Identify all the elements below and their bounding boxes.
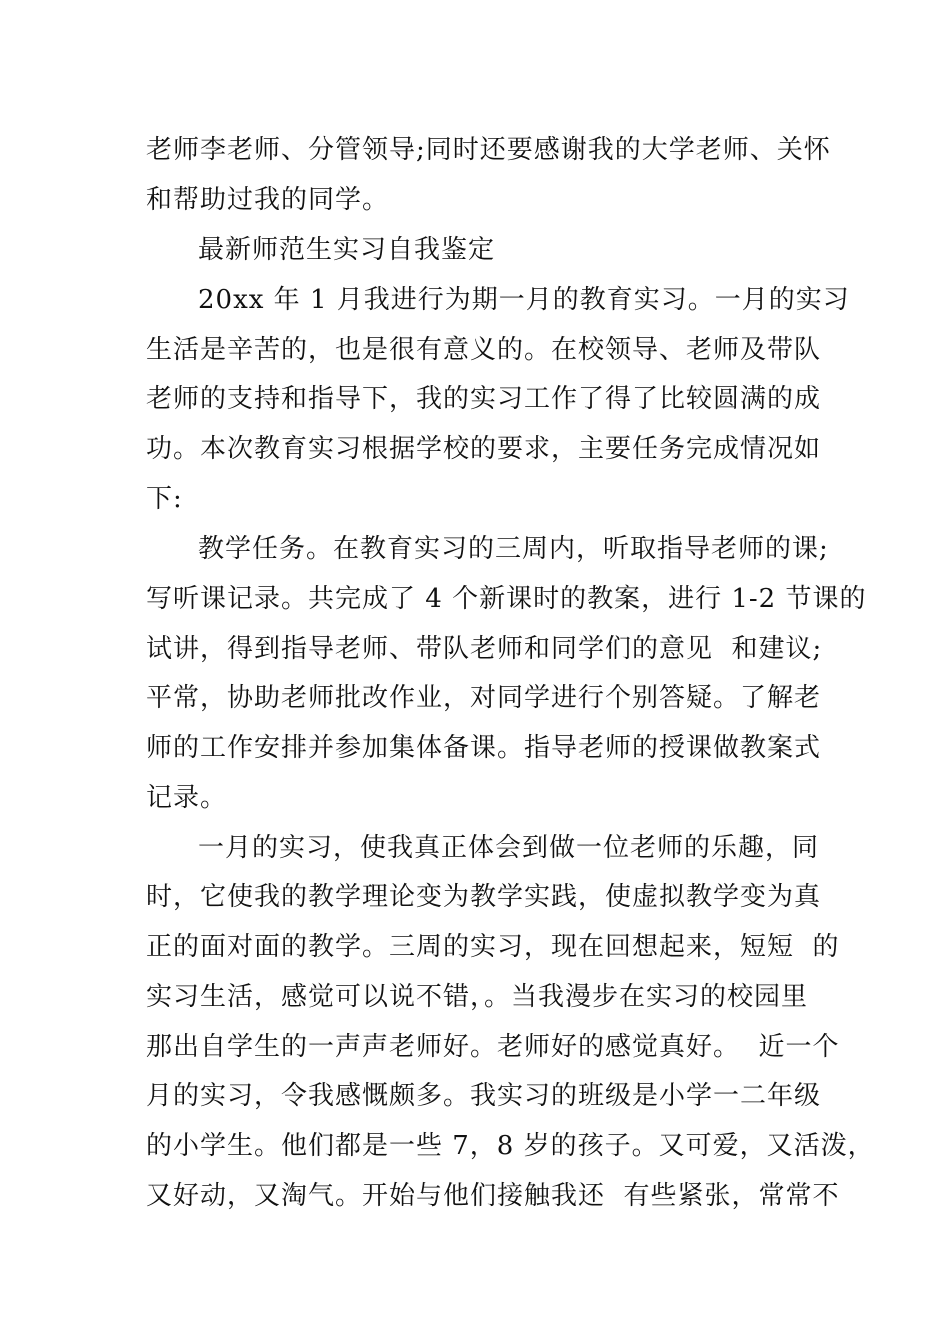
text-line: 月的实习，令我感慨颇多。我实习的班级是小学一二年级	[146, 1081, 822, 1111]
text-line: 时，它使我的教学理论变为教学实践，使虚拟教学变为真	[146, 882, 822, 912]
text-line: 老师李老师、分管领导;同时还要感谢我的大学老师、关怀	[146, 135, 831, 165]
text-line: 师的工作安排并参加集体备课。指导老师的授课做教案式	[146, 733, 822, 763]
text-line: 老师的支持和指导下，我的实习工作了得了比较圆满的成	[146, 384, 822, 414]
text-line: 又好动，又淘气。开始与他们接触我还 有些紧张，常常不	[146, 1181, 840, 1211]
text-line: 正的面对面的教学。三周的实习，现在回想起来，短短 的	[146, 932, 840, 962]
text-line: 和帮助过我的同学。	[146, 185, 390, 215]
text-line: 功。本次教育实习根据学校的要求，主要任务完成情况如	[146, 434, 822, 464]
text-line: 20xx 年 1 月我进行为期一月的教育实习。一月的实习	[198, 285, 850, 315]
text-line: 记录。	[146, 783, 228, 813]
text-line: 一月的实习，使我真正体会到做一位老师的乐趣，同	[198, 833, 820, 863]
text-line: 的小学生。他们都是一些 7，8 岁的孩子。又可爱，又活泼，	[146, 1131, 875, 1161]
text-line: 平常，协助老师批改作业，对同学进行个别答疑。了解老	[146, 683, 822, 713]
text-line: 实习生活，感觉可以说不错，。当我漫步在实习的校园里	[146, 982, 809, 1012]
text-line: 写听课记录。共完成了 4 个新课时的教案，进行 1-2 节课的	[146, 584, 867, 614]
text-line: 下:	[146, 484, 183, 514]
text-line: 生活是辛苦的，也是很有意义的。在校领导、老师及带队	[146, 335, 822, 365]
text-line: 试讲，得到指导老师、带队老师和同学们的意见 和建议;	[146, 634, 823, 664]
section-heading: 最新师范生实习自我鉴定	[198, 235, 496, 265]
text-line: 教学任务。在教育实习的三周内，听取指导老师的课;	[198, 534, 829, 564]
text-line: 那出自学生的一声声老师好。老师好的感觉真好。 近一个	[146, 1032, 840, 1062]
